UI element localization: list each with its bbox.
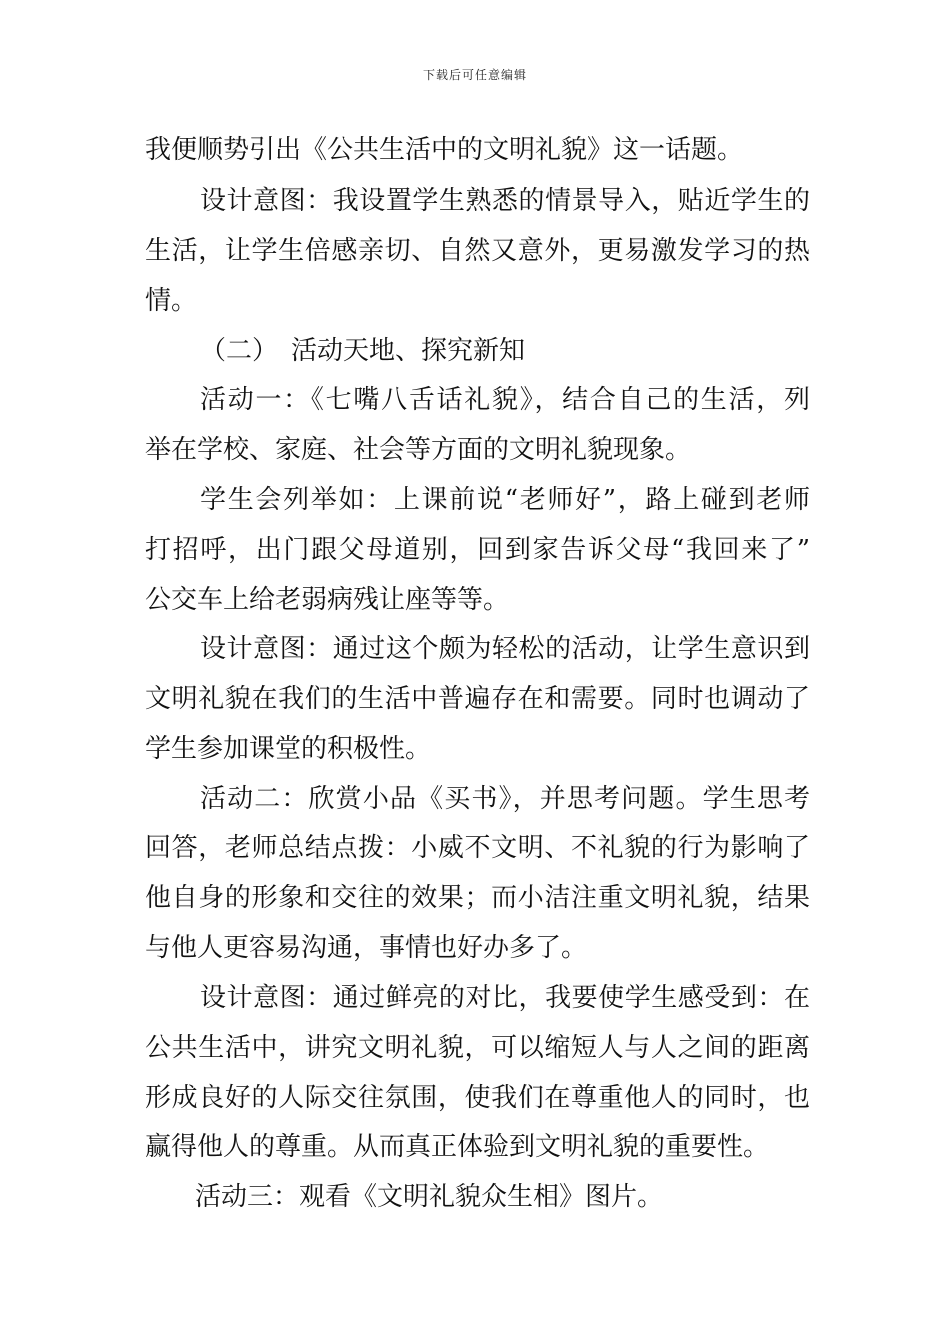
text-line: 活动三：观看《文明礼貌众生相》图片。 — [195, 1182, 664, 1212]
text-line: 设计意图：我设置学生熟悉的情景导入，贴近学生的 — [200, 186, 810, 216]
text-line: 活动二：欣赏小品《买书》，并思考问题。学生思考 — [200, 784, 810, 814]
text-line: 打招呼，出门跟父母道别，回到家告诉父母“我回来了” — [145, 535, 810, 565]
text-line: 回答，老师总结点拨：小威不文明、不礼貌的行为影响了 — [145, 833, 810, 863]
text-line: 举在学校、家庭、社会等方面的文明礼貌现象。 — [145, 435, 692, 465]
text-line: 与他人更容易沟通，事情也好办多了。 — [145, 933, 588, 963]
text-line: 我便顺势引出《公共生活中的文明礼貌》这一话题。 — [145, 135, 744, 165]
text-line: 他自身的形象和交往的效果；而小洁注重文明礼貌，结果 — [145, 883, 810, 913]
text-line: 生活，让学生倍感亲切、自然又意外，更易激发学习的热 — [145, 236, 810, 266]
section-heading: （二） 活动天地、探究新知 — [200, 336, 526, 366]
text-line: 情。 — [145, 286, 198, 316]
text-line: 设计意图：通过鲜亮的对比，我要使学生感受到：在 — [200, 983, 810, 1013]
text-line: 学生会列举如：上课前说“老师好”，路上碰到老师 — [200, 485, 810, 515]
text-line: 赢得他人的尊重。从而真正体验到文明礼貌的重要性。 — [145, 1132, 770, 1162]
text-line: 形成良好的人际交往氛围，使我们在尊重他人的同时，也 — [145, 1083, 810, 1113]
text-line: 文明礼貌在我们的生活中普遍存在和需要。同时也调动了 — [145, 684, 810, 714]
text-line: 公交车上给老弱病残让座等等。 — [145, 585, 510, 615]
text-line: 学生参加课堂的积极性。 — [145, 734, 432, 764]
text-line: 公共生活中，讲究文明礼貌，可以缩短人与人之间的距离 — [145, 1033, 810, 1063]
text-line: 设计意图：通过这个颇为轻松的活动，让学生意识到 — [200, 634, 810, 664]
text-line: 活动一：《七嘴八舌话礼貌》，结合自己的生活，列 — [200, 385, 810, 415]
page-header: 下载后可任意编辑 — [422, 68, 527, 82]
